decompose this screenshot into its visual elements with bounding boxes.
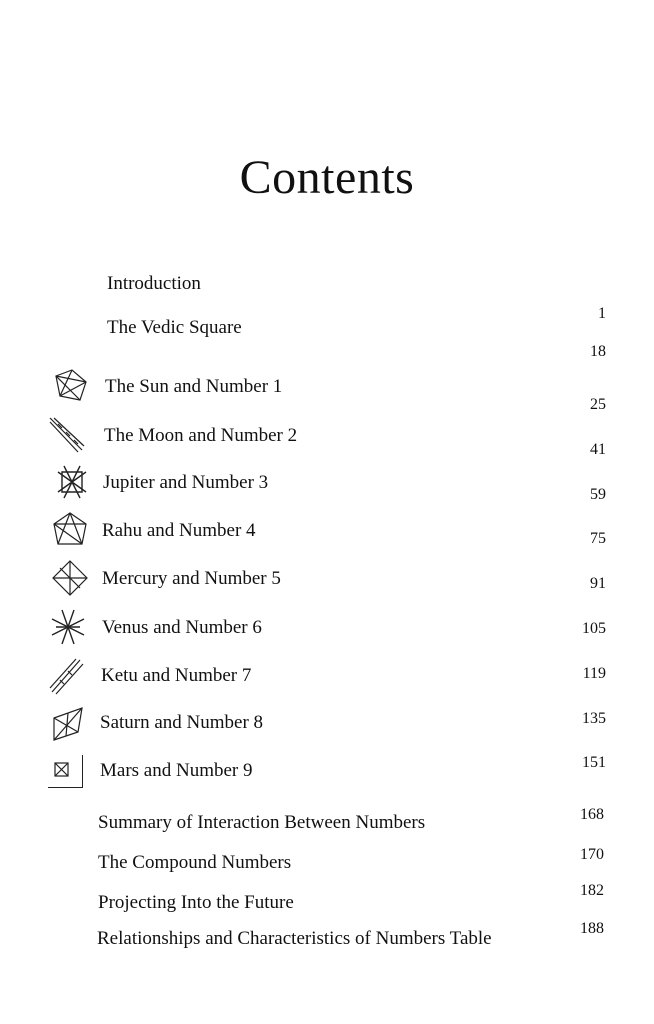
- rahu-crystal-icon: [50, 510, 90, 550]
- ketu-crystal-icon: [46, 656, 86, 696]
- page-title: Contents: [239, 151, 415, 204]
- mercury-crystal-icon: [50, 558, 90, 598]
- toc-page-number: 188: [580, 920, 604, 937]
- toc-page-number: 168: [580, 806, 604, 823]
- toc-page-number: 41: [590, 441, 606, 458]
- saturn-crystal-icon: [48, 704, 88, 744]
- toc-entry-venus: Venus and Number 6: [102, 617, 262, 638]
- toc-entry-jupiter: Jupiter and Number 3: [103, 472, 269, 493]
- mars-divider-horizontal: [48, 787, 83, 788]
- toc-page-number: 135: [582, 710, 606, 727]
- toc-page-number: 91: [590, 575, 606, 592]
- toc-entry-rahu: Rahu and Number 4: [102, 520, 256, 541]
- venus-crystal-icon: [48, 607, 88, 647]
- toc-page-number: 59: [590, 486, 606, 503]
- toc-entry-mars: Mars and Number 9: [100, 760, 253, 781]
- toc-entry-introduction: Introduction: [107, 273, 201, 294]
- toc-page-number: 18: [590, 343, 606, 360]
- toc-entry-compound: The Compound Numbers: [98, 852, 292, 873]
- sun-crystal-icon: [50, 366, 90, 406]
- toc-entry-summary: Summary of Interaction Between Numbers: [98, 812, 426, 833]
- toc-entry-relationships: Relationships and Characteristics of Numbers Table: [97, 928, 492, 949]
- toc-page-number: 75: [590, 530, 606, 547]
- toc-entry-saturn: Saturn and Number 8: [100, 712, 264, 733]
- toc-page-number: 1: [598, 305, 606, 322]
- toc-page-number: 25: [590, 396, 606, 413]
- jupiter-crystal-icon: [52, 462, 92, 502]
- toc-page-number: 182: [580, 882, 604, 899]
- toc-page-number: 151: [582, 754, 606, 771]
- moon-crystal-icon: [46, 414, 86, 454]
- toc-page-number: 119: [582, 665, 606, 682]
- toc-entry-projecting: Projecting Into the Future: [98, 892, 294, 913]
- mars-divider-vertical: [82, 755, 83, 787]
- toc-page-number: 105: [582, 620, 606, 637]
- toc-page-number: 170: [580, 846, 604, 863]
- mars-square-icon: [52, 760, 72, 780]
- toc-entry-ketu: Ketu and Number 7: [101, 665, 252, 686]
- toc-entry-moon: The Moon and Number 2: [104, 425, 298, 446]
- toc-entry-sun: The Sun and Number 1: [105, 376, 283, 397]
- toc-entry-mercury: Mercury and Number 5: [102, 568, 281, 589]
- toc-entry-vedic-square: The Vedic Square: [107, 317, 242, 338]
